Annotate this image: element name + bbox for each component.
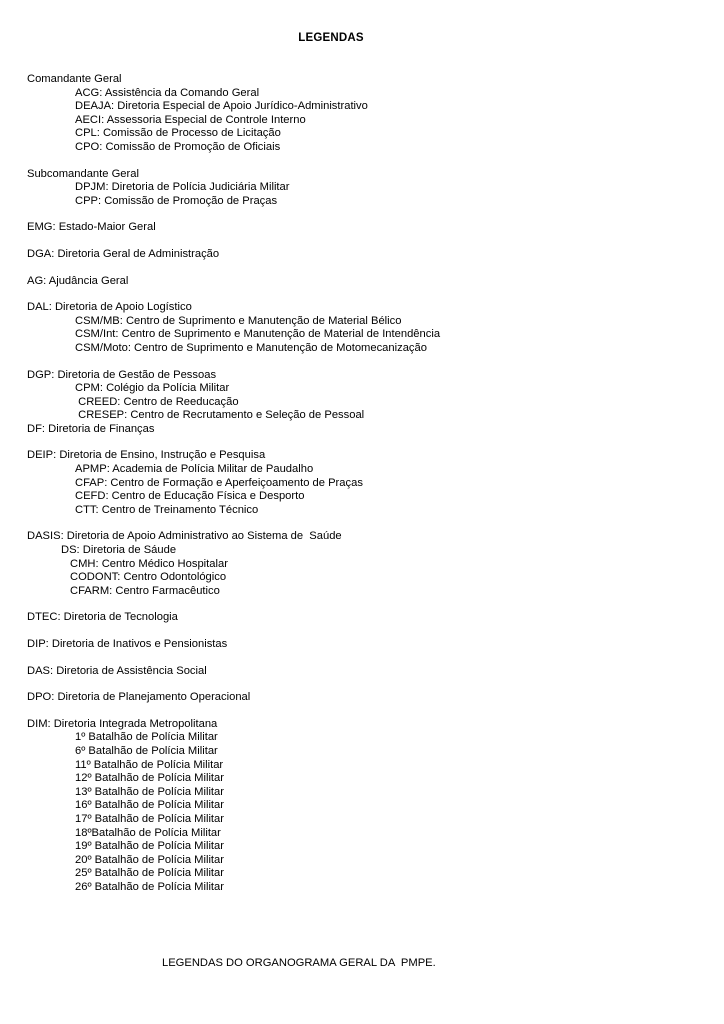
page-title: LEGENDAS xyxy=(298,32,364,44)
group-heading: EMG: Estado-Maior Geral xyxy=(27,221,156,234)
legend-list xyxy=(27,73,440,895)
legend-item: CPO: Comissão de Promoção de Oficiais xyxy=(75,140,281,153)
legend-item: 26º Batalhão de Polícia Militar xyxy=(75,880,224,893)
group-heading: DGA: Diretoria Geral de Administração xyxy=(27,247,220,260)
legend-item: CSM/Int: Centro de Suprimento e Manutenção de Material de Intendência xyxy=(75,328,441,341)
page-footer: LEGENDAS DO ORGANOGRAMA GERAL DA PMPE. xyxy=(162,957,436,969)
legend-item: 12º Batalhão de Polícia Militar xyxy=(75,772,224,785)
legend-item: AECI: Assessoria Especial de Controle Interno xyxy=(75,113,306,126)
legend-item: CODONT: Centro Odontológico xyxy=(70,571,227,584)
legend-item: CSM/MB: Centro de Suprimento e Manutenção de Material Bélico xyxy=(75,314,402,327)
legend-item: 16º Batalhão de Polícia Militar xyxy=(75,799,224,812)
legend-item: 11º Batalhão de Polícia Militar xyxy=(75,758,224,771)
legend-item: DEAJA: Diretoria Especial de Apoio Jurídico-Administrativo xyxy=(75,100,368,113)
legend-item: 1º Batalhão de Polícia Militar xyxy=(75,731,218,744)
legend-item: 6º Batalhão de Polícia Militar xyxy=(75,744,218,757)
legend-item: 19º Batalhão de Polícia Militar xyxy=(75,840,224,853)
group-heading: Comandante Geral xyxy=(27,73,122,85)
legend-item: 25º Batalhão de Polícia Militar xyxy=(75,867,224,880)
legend-item: 18ºBatalhão de Polícia Militar xyxy=(75,826,221,839)
group-heading: DGP: Diretoria de Gestão de Pessoas xyxy=(27,368,217,381)
legend-item: CTT: Centro de Treinamento Técnico xyxy=(75,503,259,516)
legend-item: CEFD: Centro de Educação Física e Desporto xyxy=(75,490,305,503)
legend-item: CSM/Moto: Centro de Suprimento e Manutenção de Motomecanização xyxy=(75,341,427,354)
group-heading: DF: Diretoria de Finanças xyxy=(27,422,155,435)
group-heading: Subcomandante Geral xyxy=(27,167,139,180)
group-heading: DASIS: Diretoria de Apoio Administrativo ao Sistema de Saúde xyxy=(27,530,342,543)
legend-item: CMH: Centro Médico Hospitalar xyxy=(70,557,228,570)
legend-item: CRESEP: Centro de Recrutamento e Seleção de Pessoal xyxy=(75,409,365,422)
group-heading: DEIP: Diretoria de Ensino, Instrução e Pesquisa xyxy=(27,449,266,462)
legend-item: ACG: Assistência da Comando Geral xyxy=(75,86,260,99)
legend-item: CFAP: Centro de Formação e Aperfeiçoamento de Praças xyxy=(75,476,363,489)
legend-item: 20º Batalhão de Polícia Militar xyxy=(75,853,224,866)
legend-item: DPJM: Diretoria de Polícia Judiciária Militar xyxy=(75,181,290,194)
legend-item: CPM: Colégio da Polícia Militar xyxy=(75,382,230,395)
group-heading: DTEC: Diretoria de Tecnologia xyxy=(27,611,178,624)
legend-item: CREED: Centro de Reeducação xyxy=(75,395,239,408)
group-heading: DAS: Diretoria de Assistência Social xyxy=(27,664,207,677)
legend-item: CPP: Comissão de Promoção de Praças xyxy=(75,194,278,207)
group-heading: DIM: Diretoria Integrada Metropolitana xyxy=(27,717,218,730)
group-heading: AG: Ajudância Geral xyxy=(27,274,129,287)
group-heading: DPO: Diretoria de Planejamento Operacional xyxy=(27,691,251,704)
legend-item: 17º Batalhão de Polícia Militar xyxy=(75,812,224,825)
legend-item: 13º Batalhão de Polícia Militar xyxy=(75,785,224,798)
legend-item: CFARM: Centro Farmacêutico xyxy=(70,584,220,597)
group-heading: DIP: Diretoria de Inativos e Pensionistas xyxy=(27,638,228,650)
legend-item: APMP: Academia de Polícia Militar de Paudalho xyxy=(75,463,314,476)
legend-item: CPL: Comissão de Processo de Licitação xyxy=(75,127,281,140)
legend-item: DS: Diretoria de Sáude xyxy=(61,544,177,557)
group-heading: DAL: Diretoria de Apoio Logístico xyxy=(27,301,192,314)
